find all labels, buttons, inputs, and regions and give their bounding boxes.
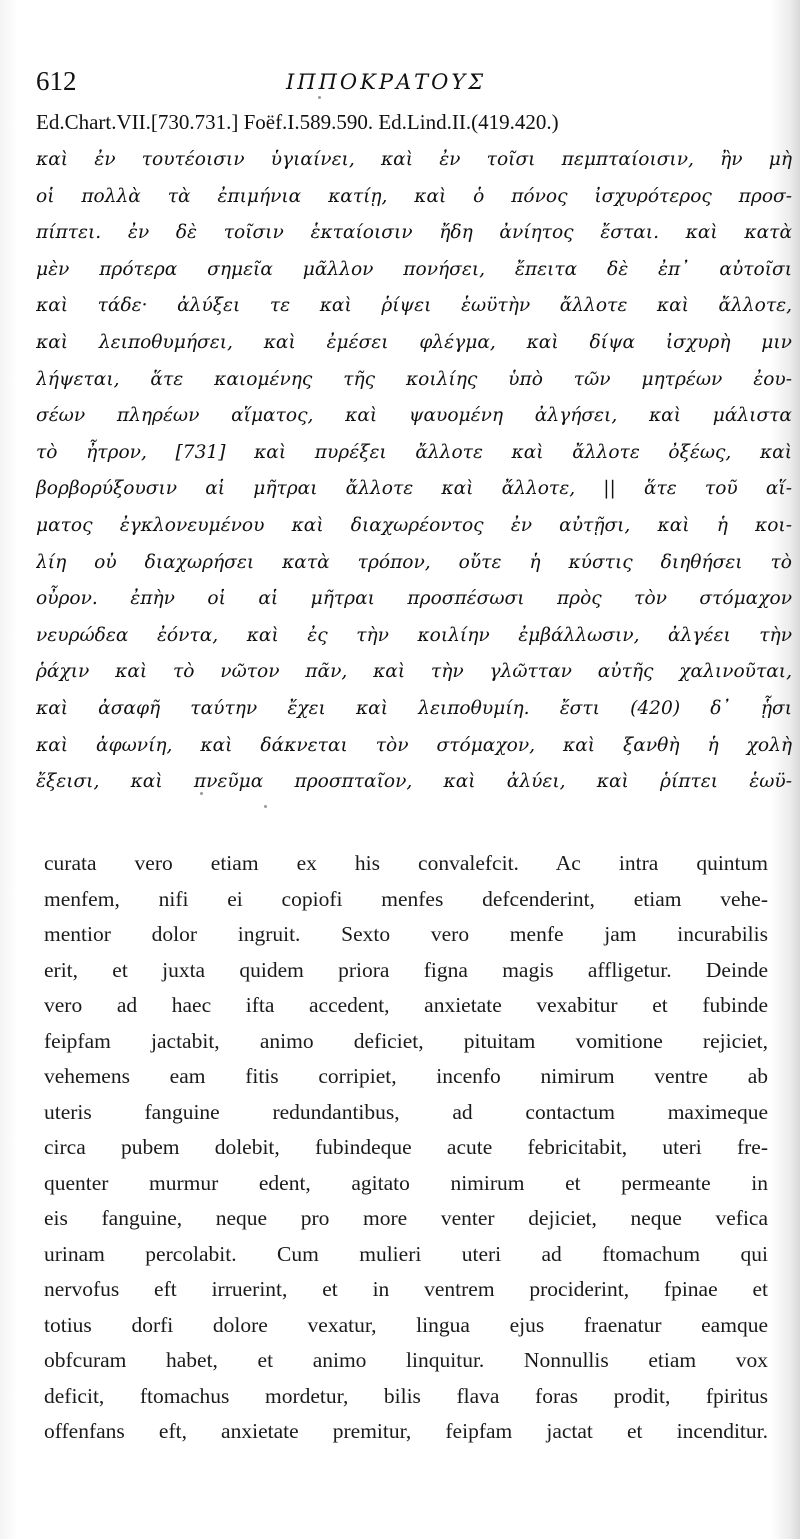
latin-text-line: circa pubem dolebit, fubindeque acute febricitabit, uteri fre-	[44, 1135, 768, 1159]
latin-text-line: urinam percolabit. Cum mulieri uteri ad ftomachum qui	[44, 1241, 768, 1266]
greek-text-line: καὶ λειποθυμήσει, καὶ ἐμέσει φλέγμα, καὶ δίψα ἰσχυρὴ μιν	[36, 331, 792, 353]
latin-text-line: mentior dolor ingruit. Sexto vero menfe jam incurabilis	[44, 922, 768, 946]
greek-text-line: βορβορύξουσιν αἱ μῆτραι ἄλλοτε καὶ ἄλλοτε, || ἅτε τοῦ αἵ-	[36, 478, 792, 500]
latin-text-line: curata vero etiam ex his convalefcit. Ac intra quintum	[44, 851, 768, 875]
greek-text-block	[36, 142, 792, 801]
latin-text-line: feipfam jactabit, animo deficiet, pituitam vomitione rejiciet,	[44, 1028, 768, 1053]
ink-speck	[200, 792, 203, 795]
latin-text-line: quenter murmur edent, agitato nimirum et permeante in	[44, 1170, 768, 1195]
greek-text-line: σέων πληρέων αἵματος, καὶ ψαυομένη ἀλγήσει, καὶ μάλιστα	[36, 405, 792, 427]
latin-text-line: offenfans eft, anxietate premitur, feipfam jactat et incenditur.	[44, 1419, 768, 1443]
latin-text-line: nervofus eft irruerint, et in ventrem prociderint, fpinae et	[44, 1277, 768, 1301]
ink-speck	[264, 805, 267, 808]
edition-reference-line: Ed.Chart.VII.[730.731.] Foëf.I.589.590. Ed.Lind.II.(419.420.)	[36, 110, 559, 134]
greek-text-line: καὶ ἀφωνίη, καὶ δάκνεται τὸν στόμαχον, καὶ ξανθὴ ἡ χολὴ	[36, 734, 792, 756]
latin-text-line: menfem, nifi ei copiofi menfes defcenderint, etiam vehe-	[44, 886, 768, 911]
greek-text-line: οὖρον. ἐπὴν οἱ αἱ μῆτραι προσπέσωσι πρὸς τὸν στόμαχον	[36, 588, 792, 610]
greek-text-line: πίπτει. ἐν δὲ τοῖσιν ἑκταίοισιν ἤδη ἀνίητος ἔσται. καὶ κατὰ	[36, 222, 792, 244]
greek-text-line: μὲν πρότερα σημεῖα μᾶλλον πονήσει, ἔπειτα δὲ ἐπ᾽ αὐτοῖσι	[36, 258, 792, 280]
running-title: ΙΠΠΟΚΡΑΤΟΥΣ	[286, 70, 487, 94]
greek-text-line: νευρώδεα ἐόντα, καὶ ἐς τὴν κοιλίην ἐμβάλλωσιν, ἀλγέει τὴν	[36, 624, 792, 646]
greek-text-line: ματος ἐγκλονευμένου καὶ διαχωρέοντος ἐν αὐτῇσι, καὶ ἡ κοι-	[36, 514, 792, 536]
greek-text-line: ἔξεισι, καὶ πνεῦμα προσπταῖον, καὶ ἀλύει, καὶ ῥίπτει ἑωϋ-	[36, 771, 792, 793]
latin-text-line: totius dorfi dolore vexatur, lingua ejus fraenatur eamque	[44, 1312, 768, 1337]
greek-text-line: καὶ ἐν τουτέοισιν ὑγιαίνει, καὶ ἐν τοῖσι πεμπταίοισιν, ἢν μὴ	[36, 149, 792, 170]
greek-text-line: λίη οὐ διαχωρήσει κατὰ τρόπον, οὔτε ἡ κύστις διηθήσει τὸ	[36, 551, 792, 573]
ink-speck	[318, 96, 321, 99]
latin-text-line: deficit, ftomachus mordetur, bilis flava foras prodit, fpiritus	[44, 1383, 768, 1408]
greek-text-line: καὶ τάδε· ἀλύξει τε καὶ ῥίψει ἑωϋτὴν ἄλλοτε καὶ ἄλλοτε,	[36, 295, 792, 317]
latin-text-line: vero ad haec ifta accedent, anxietate vexabitur et fubinde	[44, 993, 768, 1017]
latin-text-line: uteris fanguine redundantibus, ad contactum maximeque	[44, 1099, 768, 1124]
latin-translation-block	[44, 846, 768, 1450]
greek-text-line: οἱ πολλὰ τὰ ἐπιμήνια κατίῃ, καὶ ὁ πόνος ἰσχυρότερος προσ-	[36, 185, 792, 207]
latin-text-line: obfcuram habet, et animo linquitur. Nonnullis etiam vox	[44, 1348, 768, 1372]
latin-text-line: eis fanguine, neque pro more venter dejiciet, neque vefica	[44, 1206, 768, 1230]
greek-text-line: τὸ ἦτρον, [731] καὶ πυρέξει ἄλλοτε καὶ ἄλλοτε ὀξέως, καὶ	[36, 441, 792, 463]
latin-text-line: vehemens eam fitis corripiet, incenfo nimirum ventre ab	[44, 1064, 768, 1088]
greek-text-line: λήψεται, ἅτε καιομένης τῆς κοιλίης ὑπὸ τῶν μητρέων ἐου-	[36, 368, 792, 390]
page-header	[36, 66, 776, 106]
page-number: 612	[36, 66, 77, 96]
latin-text-line: erit, et juxta quidem priora figna magis affligetur. Deinde	[44, 957, 768, 982]
greek-text-line: καὶ ἀσαφῆ ταύτην ἔχει καὶ λειποθυμίη. ἔστι (420) δ᾽ ᾗσι	[36, 697, 792, 719]
greek-text-line: ῥάχιν καὶ τὸ νῶτον πᾶν, καὶ τὴν γλῶτταν αὐτῆς χαλινοῦται,	[36, 661, 792, 683]
